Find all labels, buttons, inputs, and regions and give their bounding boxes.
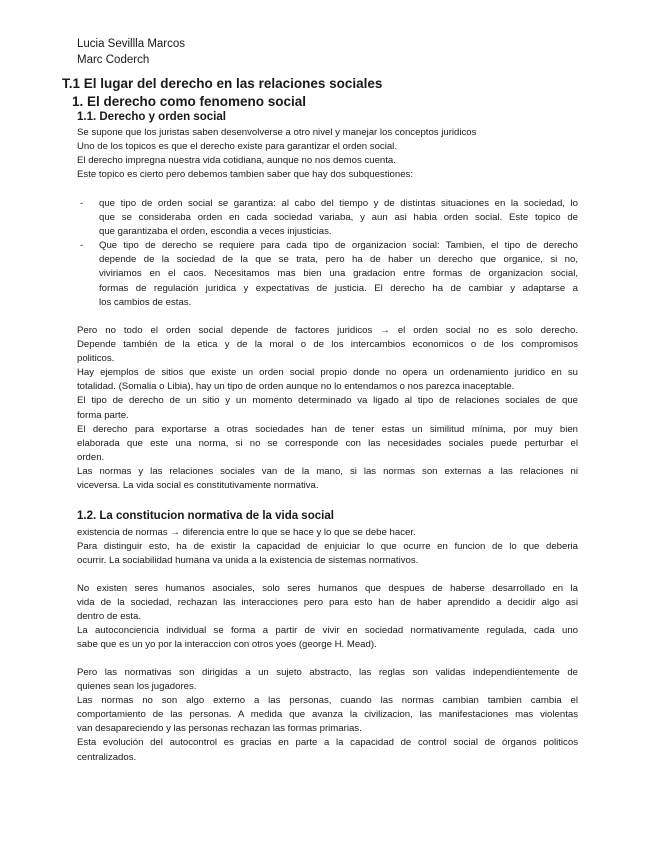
list-dash: -	[80, 240, 84, 252]
text-line: El derecho para exportarse a otras sociedades han de tener estas un similitud mínima, por muy bien	[77, 423, 578, 435]
section-heading: 1. El derecho como fenomeno social	[72, 94, 307, 109]
text-line: existencia de normas → diferencia entre lo que se hace y lo que se debe hacer.	[77, 527, 416, 538]
text-line: centralizados.	[77, 751, 137, 763]
text-line: dentro de esta.	[77, 611, 142, 623]
list-item	[77, 239, 578, 309]
text-line: sabe que es un yo por la interaccion con otros yoes (george H. Mead).	[77, 639, 377, 651]
text-line: formas de regulación juridica y expectativas de justicia. El derecho ha de cambiar y adaptarse a	[99, 282, 578, 294]
text-line: ocurrir. La sociabilidad humana va unida a la existencia de sistemas normativos.	[77, 555, 419, 567]
text-line: elaborada que este una norma, si no se corresponde con las necesidades sociales puede perturbar el	[77, 437, 578, 449]
text-line: depende de la sociedad de la que se trata, pero ha de haber un derecho que organice, si no,	[99, 254, 578, 266]
list-dash: -	[80, 198, 84, 209]
paragraph-group	[77, 582, 578, 652]
author-list	[77, 37, 185, 68]
text-line: los cambios de estas.	[99, 296, 192, 308]
subsection-title-1-2: 1.2. La constitucion normativa de la vida social	[77, 510, 334, 522]
text-line: orden.	[77, 451, 105, 463]
text-line: totalidad. (Somalia o Libia), hay un tipo de orden aunque no lo entendamos o nos parezca inaceptable.	[77, 381, 515, 393]
paragraph-group	[77, 666, 578, 765]
text-line: vida de la sociedad, rechazan las interacciones pero para esto han de haber aprendido a decidir algo asi	[77, 597, 578, 609]
text-line: La autoconciencia individual se forma a partir de vivir en sociedad normativamente regulada, cada uno	[77, 625, 578, 637]
author-name: Marc Coderch	[77, 53, 150, 66]
text-line: viviriamos en el caos. Necesitamos mas bien una gradacion entre formas de organizacion social,	[99, 268, 578, 280]
text-line: No existen seres humanos asociales, solo seres humanos que despues de haberse desarrollado en la	[77, 583, 578, 594]
text-line: que se consideraba orden en cada sociedad variaba, y aun asi habia orden social. Este topico de	[99, 212, 578, 224]
list-item	[77, 197, 578, 239]
text-line: forma parte.	[77, 409, 129, 421]
text-line: Se supone que los juristas saben desenvolverse a otro nivel y manejar los conceptos juridicos	[77, 127, 477, 138]
text-line: Este topico es cierto pero debemos tambien saber que hay dos subquestiones:	[77, 169, 413, 181]
author-name: Lucia Sevillla Marcos	[77, 38, 186, 50]
text-line: que garantizaba el orden, escondia a veces injusticias.	[99, 226, 332, 238]
text-line: Esta evolución del autocontrol es gracias en parte a la capacidad de control social de órganos politicos	[77, 737, 578, 749]
text-line: politicos.	[77, 353, 115, 365]
text-line: El derecho impregna nuestra vida cotidiana, aunque no nos demos cuenta.	[77, 155, 396, 167]
intro-paragraph	[77, 126, 578, 182]
text-line: que tipo de orden social se garantiza: al cabo del tiempo y de distintas situaciones en la sociedad, lo	[99, 198, 578, 209]
text-line: quienes sean los jugadores.	[77, 681, 197, 693]
text-line: Las normas no son algo externo a las personas, cuando las normas cambian tambien cambia el	[77, 695, 578, 707]
bullet-list	[77, 197, 578, 310]
text-line: Hay ejemplos de sitios que existe un orden social propio donde no opera un ordenamiento juridico en su	[77, 367, 578, 379]
text-line: Pero no todo el orden social depende de factores juridicos → el orden social no es solo derecho.	[77, 325, 578, 336]
chapter-heading: T.1 El lugar del derecho en las relaciones sociales	[62, 76, 383, 91]
text-line: viceversa. La vida social es constitutivamente normativa.	[77, 480, 319, 492]
paragraph-group	[77, 526, 578, 568]
text-line: Para distinguir esto, ha de existir la capacidad de enjuiciar lo que ocurre en funcion de lo que deberia	[77, 541, 578, 553]
text-line: El tipo de derecho de un sitio y un momento determinado va ligado al tipo de relaciones sociales de que	[77, 395, 578, 407]
subsection-title-1-1: 1.1. Derecho y orden social	[77, 111, 226, 123]
body-paragraphs	[77, 324, 578, 493]
text-line: Las normas y las relaciones sociales van de la mano, si las normas son externas a las relaciones ni	[77, 465, 578, 477]
text-line: Depende también de la etica y de la moral o de los intercambios economicos o de los compromisos	[77, 339, 578, 351]
text-line: van desapareciendo y las personas rechazan las formas primarias.	[77, 723, 362, 735]
text-line: Uno de los topicos es que el derecho existe para garantizar el orden social.	[77, 141, 397, 153]
text-line: Pero las normativas son dirigidas a un sujeto abstracto, las reglas son validas independientemente de	[77, 667, 578, 678]
text-line: Que tipo de derecho se requiere para cada tipo de organizacion social: Tambien, el tipo de derecho	[99, 240, 578, 252]
text-line: comportamiento de las personas. A medida que avanza la civilizacion, las manifestaciones mas violentas	[77, 709, 578, 721]
